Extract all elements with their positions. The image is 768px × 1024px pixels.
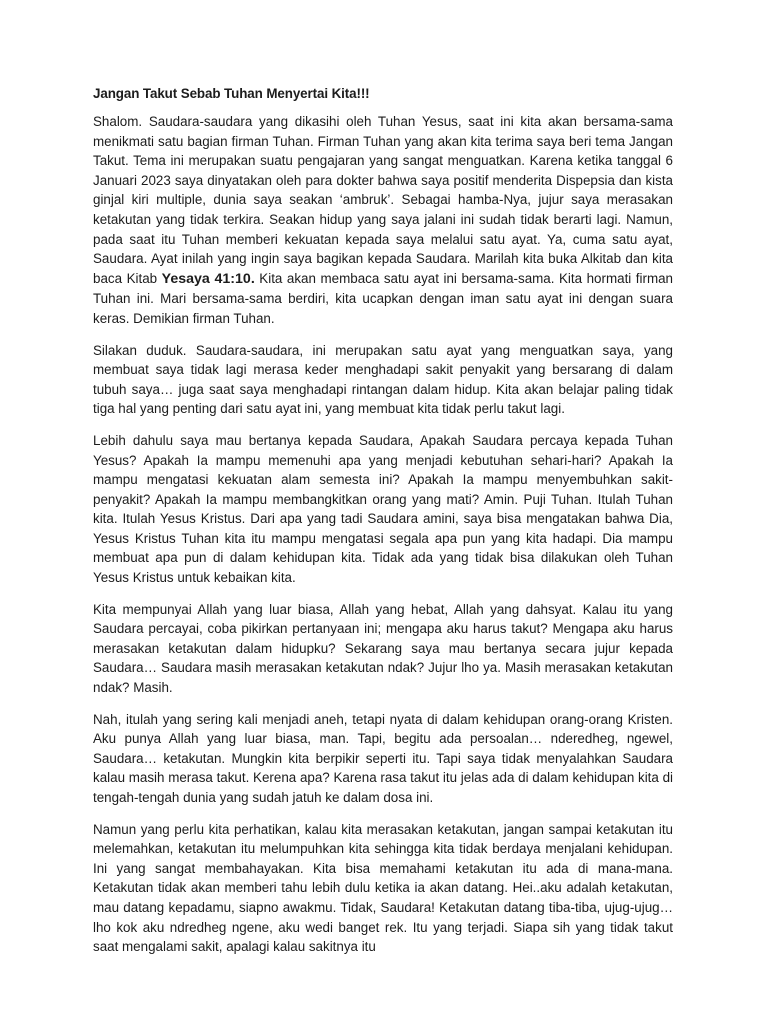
paragraph-5: Nah, itulah yang sering kali menjadi aneh, tetapi nyata di dalam kehidupan orang-orang Kristen. Aku punya Allah yang luar biasa, man. Tapi, begitu ada persoalan… nderedheg, ngewel, Saudara… ketakutan. Mungkin kita berpikir seperti itu. Tapi saya tidak menyalahkan Saudara kalau masih merasa takut. Kerena apa? Karena rasa takut itu jelas ada di dalam kehidupan kita di tengah-tengah dunia yang sudah jatuh ke dalam dosa ini. — [93, 711, 673, 805]
document-title: Jangan Takut Sebab Tuhan Menyertai Kita!!! — [93, 86, 370, 101]
paragraph-1 — [93, 112, 673, 329]
bible-reference: Yesaya 41:10. — [161, 270, 255, 287]
paragraph-1-text-start: Shalom. Saudara-saudara yang dikasihi oleh Tuhan Yesus, saat ini kita akan bersama-sama menikmati satu bagian firman Tuhan. Firman Tuhan yang akan kita terima saya beri tema Jangan Takut. Tema ini merupakan suatu pengajaran yang sangat menguatkan. Karena ketika tanggal 6 Januari 2023 saya dinyatakan oleh para dokter bahwa saya positif menderita Dispepsia dan kista ginjal kiri multiple, dunia saya seakan ‘ambruk’. Sebagai hamba-Nya, jujur saya merasakan ketakutan yang tidak terkira. Seakan hidup yang saya jalani ini sudah tidak berarti lagi. Namun, pada saat itu Tuhan memberi kekuatan kepada saya melalui satu ayat. Ya, cuma satu ayat, Saudara. Ayat inilah yang ingin saya bagikan kepada Saudara. Marilah kita buka Alkitab dan kita baca Kitab — [93, 114, 673, 286]
document-page — [93, 84, 673, 969]
paragraph-6: Namun yang perlu kita perhatikan, kalau kita merasakan ketakutan, jangan sampai ketakutan itu melemahkan, ketakutan itu melumpuhkan kita sehingga kita tidak berdaya menjalani kehidupan. Ini yang sangat membahayakan. Kita bisa memahami ketakutan itu ada di mana-mana. Ketakutan tidak akan memberi tahu lebih dulu ketika ia akan datang. Hei..aku adalah ketakutan, mau datang kepadamu, siapno awakmu. Tidak, Saudara! Ketakutan datang tiba-tiba, ujug-ujug… lho kok aku ndredheg ngene, aku wedi banget rek. Itu yang terjadi. Siapa sih yang tidak takut saat mengalami sakit, apalagi kalau sakitnya itu — [93, 821, 673, 955]
paragraph-4: Kita mempunyai Allah yang luar biasa, Allah yang hebat, Allah yang dahsyat. Kalau itu yang Saudara percayai, coba pikirkan pertanyaan ini; mengapa aku harus takut? Mengapa aku harus merasakan ketakutan dalam hidupku? Sekarang saya mau bertanya secara jujur kepada Saudara… Saudara masih merasakan ketakutan ndak? Jujur lho ya. Masih merasakan ketakutan ndak? Masih. — [93, 601, 673, 696]
paragraph-3: Lebih dahulu saya mau bertanya kepada Saudara, Apakah Saudara percaya kepada Tuhan Yesus? Apakah Ia mampu memenuhi apa yang menjadi kebutuhan sehari-hari? Apakah Ia mampu mengatasi kekuatan alam semesta ini? Apakah Ia mampu menyembuhkan sakit-penyakit? Apakah Ia mampu membangkitkan orang yang mati? Amin. Puji Tuhan. Itulah Tuhan kita. Itulah Yesus Kristus. Dari apa yang tadi Saudara amini, saya bisa mengatakan bahwa Dia, Yesus Kristus Tuhan kita itu mampu mengatasi segala apa pun yang kita hadapi. Dia mampu membuat apa pun di dalam kehidupan kita. Tidak ada yang tidak bisa dilakukan oleh Tuhan Yesus Kristus untuk kebaikan kita. — [93, 432, 673, 586]
paragraph-2: Silakan duduk. Saudara-saudara, ini merupakan satu ayat yang menguatkan saya, yang membuat saya tidak lagi merasa keder menghadapi sakit penyakit yang bersarang di dalam tubuh saya… juga saat saya menghadapi rintangan dalam hidup. Kita akan belajar paling tidak tiga hal yang penting dari satu ayat ini, yang membuat kita tidak perlu takut lagi. — [93, 342, 673, 417]
paragraph-1-text-end: Kita akan membaca satu ayat ini bersama-sama. Kita hormati firman Tuhan ini. Mari bersama-sama berdiri, kita ucapkan dengan iman satu ayat ini dengan suara keras. Demikian firman Tuhan. — [93, 270, 674, 326]
